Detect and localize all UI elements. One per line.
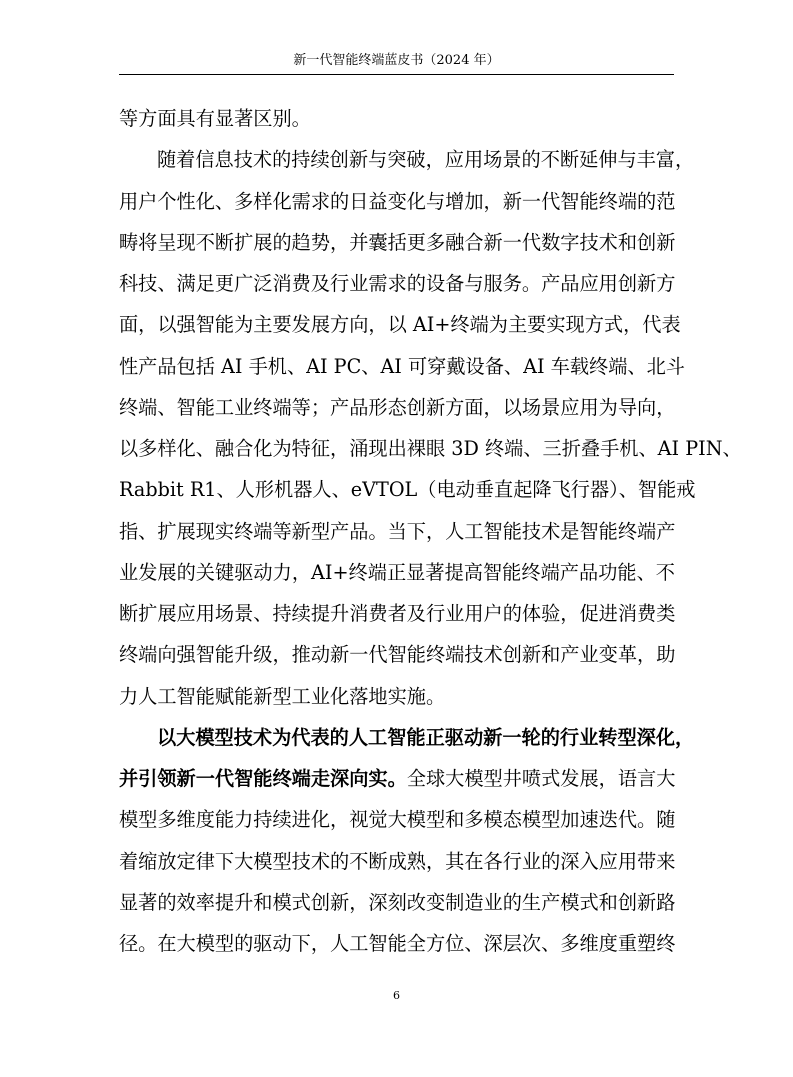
running-header xyxy=(119,52,674,75)
paragraph-line: 指、扩展现实终端等新型产品。当下，人工智能技术是智能终端产 xyxy=(119,519,676,543)
paragraph-line: 用户个性化、多样化需求的日益变化与增加，新一代智能终端的范 xyxy=(119,189,676,213)
paragraph-line: 显著的效率提升和模式创新，深刻改变制造业的生产模式和创新路 xyxy=(119,890,676,914)
paragraph-line: 终端向强智能升级，推动新一代智能终端技术创新和产业变革，助 xyxy=(119,643,676,667)
header-title: 新一代智能终端蓝皮书（2024 年） xyxy=(293,53,500,68)
paragraph-line: 业发展的关键驱动力，AI+终端正显著提高智能终端产品功能、不 xyxy=(119,560,675,584)
paragraph-line: 面，以强智能为主要发展方向，以 AI+终端为主要实现方式，代表 xyxy=(119,313,681,337)
paragraph-heading-line: 以大模型技术为代表的人工智能正驱动新一轮的行业转型深化， xyxy=(157,725,695,749)
paragraph-line: 以多样化、融合化为特征，涌现出裸眼 3D 终端、三折叠手机、AI PIN、 xyxy=(119,437,742,460)
paragraph-line: 径。在大模型的驱动下，人工智能全方位、深层次、多维度重塑终 xyxy=(119,932,676,955)
paragraph-line: 终端、智能工业终端等；产品形态创新方面，以场景应用为导向， xyxy=(119,395,676,419)
document-body xyxy=(119,98,742,964)
page-number: 6 xyxy=(393,989,400,1002)
bold-lead: 并引领新一代智能终端走深向实。 xyxy=(119,767,407,790)
paragraph-line: Rabbit R1、人形机器人、eVTOL（电动垂直起降飞行器）、智能戒 xyxy=(119,478,696,502)
paragraph-line: 等方面具有显著区别。 xyxy=(119,107,311,130)
paragraph-text: 全球大模型井喷式发展，语言大 xyxy=(406,767,676,790)
paragraph-line: 着缩放定律下大模型技术的不断成熟，其在各行业的深入应用带来 xyxy=(119,849,676,873)
paragraph-line: 随着信息技术的持续创新与突破，应用场景的不断延伸与丰富， xyxy=(157,148,695,172)
paragraph-line: 力人工智能赋能新型工业化落地实施。 xyxy=(119,684,446,708)
paragraph-line: 畴将呈现不断扩展的趋势，并囊括更多融合新一代数字技术和创新 xyxy=(119,230,676,254)
paragraph-line: 模型多维度能力持续进化，视觉大模型和多模态模型加速迭代。随 xyxy=(119,808,676,832)
paragraph-line: 断扩展应用场景、持续提升消费者及行业用户的体验，促进消费类 xyxy=(119,602,676,625)
paragraph-line: 性产品包括 AI 手机、AI PC、AI 可穿戴设备、AI 车载终端、北斗 xyxy=(119,354,685,378)
paragraph-line-mixed xyxy=(119,758,675,799)
paragraph-line: 科技、满足更广泛消费及行业需求的设备与服务。产品应用创新方 xyxy=(119,272,676,295)
